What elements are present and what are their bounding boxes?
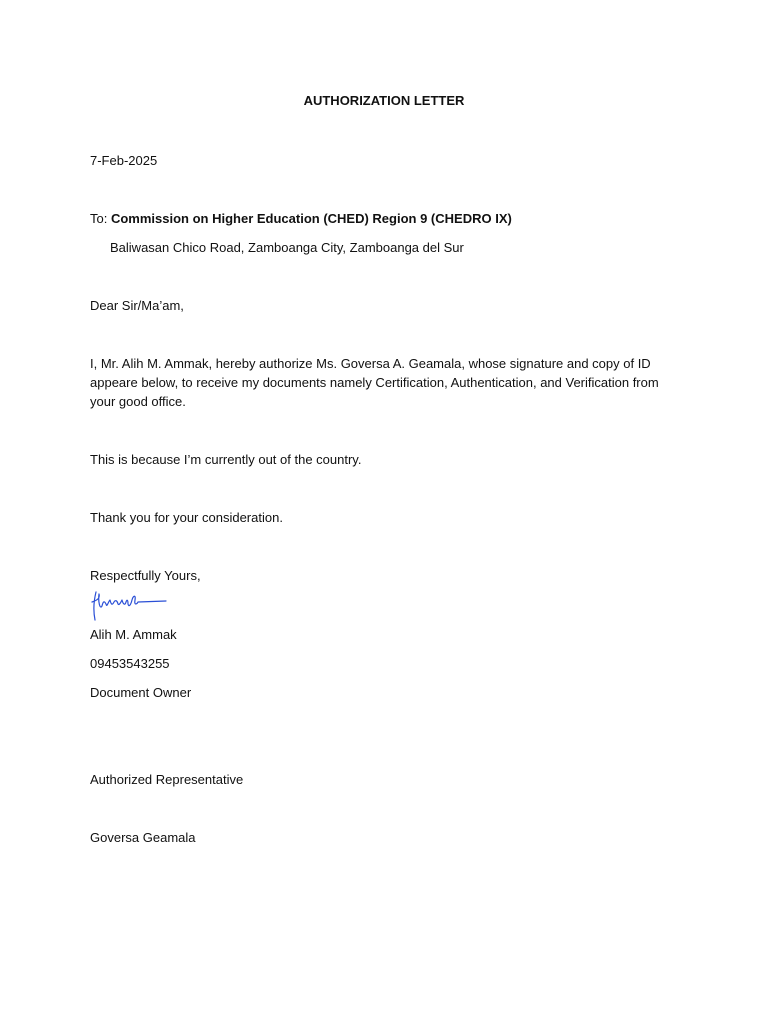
letter-date: 7-Feb-2025 <box>90 153 158 168</box>
salutation: Dear Sir/Ma’am, <box>90 298 184 313</box>
handwritten-signature <box>90 588 170 624</box>
letter-title: AUTHORIZATION LETTER <box>303 93 465 108</box>
body-paragraph-authorization: I, Mr. Alih M. Ammak, hereby authorize Ms. Goversa A. Geamala, whose signature and copy of ID appeare below, to receive my documents namely Certification, Authentication, and Verification from your good office. <box>90 356 659 409</box>
recipient-line <box>90 209 512 228</box>
representative-label: Authorized Representative <box>90 772 244 787</box>
body-paragraph-reason: This is because I’m currently out of the country. <box>90 452 362 467</box>
closing: Respectfully Yours, <box>90 568 201 583</box>
signer-role: Document Owner <box>90 685 192 700</box>
recipient-prefix: To: <box>90 211 111 226</box>
signer-name: Alih M. Ammak <box>90 627 177 642</box>
recipient-address: Baliwasan Chico Road, Zamboanga City, Zamboanga del Sur <box>110 240 464 255</box>
signer-phone: 09453543255 <box>90 656 170 671</box>
representative-name: Goversa Geamala <box>90 830 196 845</box>
recipient-organization: Commission on Higher Education (CHED) Region 9 (CHEDRO IX) <box>110 211 512 226</box>
body-paragraph-thanks: Thank you for your consideration. <box>90 510 283 525</box>
